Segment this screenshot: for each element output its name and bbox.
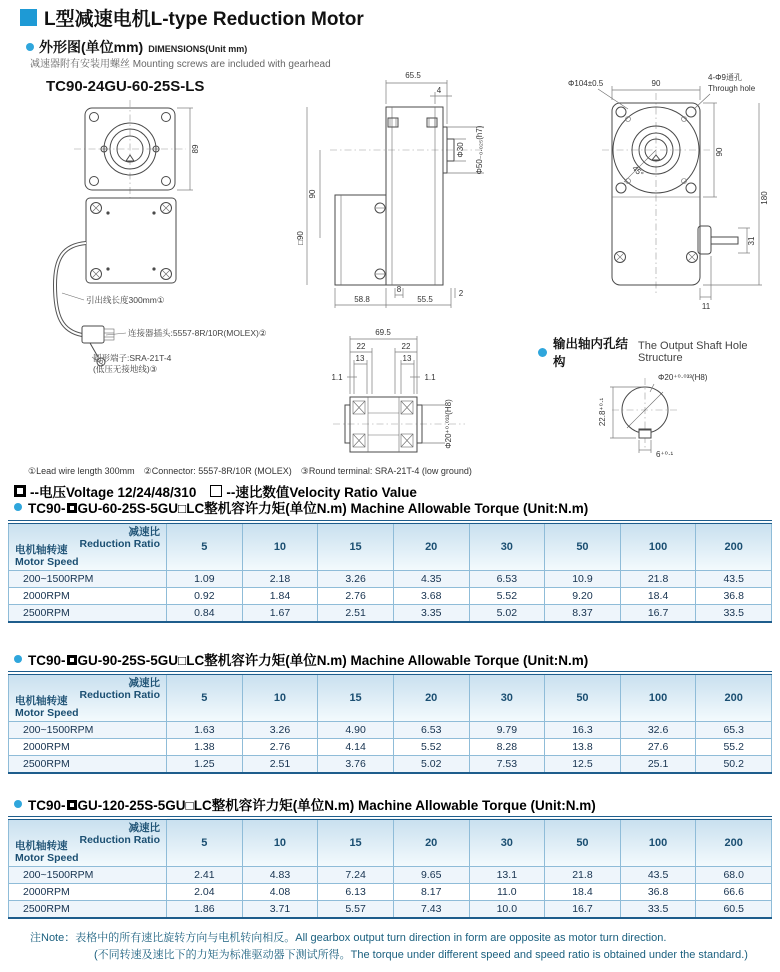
torque-value-cell: 2.51 [318, 605, 394, 622]
torque-value-cell: 1.84 [242, 588, 318, 605]
dim-label: 1.1 [331, 373, 343, 382]
torque-value-cell: 11.0 [469, 884, 545, 901]
torque-value-cell: 2.04 [167, 884, 243, 901]
torque-value-cell: 50.2 [696, 756, 772, 773]
torque-value-cell: 1.86 [167, 901, 243, 918]
ratio-column-header: 15 [318, 673, 394, 722]
ratio-column-header: 100 [620, 673, 696, 722]
ratio-column-header: 50 [545, 673, 621, 722]
table-row [9, 571, 772, 588]
ratio-column-header: 100 [620, 818, 696, 867]
voltage-square-icon [14, 485, 26, 497]
table-row [9, 901, 772, 918]
motor-speed-label: 2500RPM [9, 605, 167, 622]
torque-value-cell: 3.35 [393, 605, 469, 622]
section-bullet-icon [14, 503, 22, 511]
table-3-heading [14, 794, 596, 814]
torque-value-cell: 2.76 [242, 739, 318, 756]
shaft-section-drawing [325, 325, 475, 465]
dim-label: 90 [308, 189, 317, 199]
ratio-square-icon [210, 485, 222, 497]
torque-value-cell: 9.79 [469, 722, 545, 739]
torque-value-cell: 5.57 [318, 901, 394, 918]
torque-value-cell: 7.53 [469, 756, 545, 773]
dim-label: 45° [630, 163, 646, 179]
table-1-title: TC90- GU-60-25S-5GU□LC整机容许力矩(单位N.m) Machine Allowable Torque (Unit:N.m) [28, 501, 589, 516]
table-corner-cell [9, 673, 167, 722]
section-bullet-icon [26, 43, 34, 51]
model-square-icon [67, 800, 77, 810]
torque-value-cell: 6.53 [469, 571, 545, 588]
torque-value-cell: 8.17 [393, 884, 469, 901]
ratio-column-header: 50 [545, 522, 621, 571]
ratio-column-header: 20 [393, 522, 469, 571]
ratio-column-header: 5 [167, 673, 243, 722]
torque-value-cell: 27.6 [620, 739, 696, 756]
torque-value-cell: 1.67 [242, 605, 318, 622]
hole-structure-drawing [560, 358, 760, 463]
dim-label: 89 [191, 144, 200, 154]
torque-value-cell: 16.3 [545, 722, 621, 739]
torque-value-cell: 18.4 [620, 588, 696, 605]
table-row [9, 884, 772, 901]
corner-motor-speed: 电机轴转速 Motor Speed [15, 839, 79, 864]
dim-label: 31 [747, 236, 756, 246]
torque-value-cell: 43.5 [696, 571, 772, 588]
dim-label: Φ30 [456, 142, 465, 158]
motor-speed-label: 2000RPM [9, 588, 167, 605]
torque-value-cell: 10.9 [545, 571, 621, 588]
table-row [9, 605, 772, 622]
corner-reduction-ratio: 减速比 Reduction Ratio [79, 822, 160, 847]
drawing-footnote: ①Lead wire length 300mm ②Connector: 5557-8R/10R (MOLEX) ③Round terminal: SRA-21T-4 (low ground) [28, 466, 472, 476]
dim-label: 13 [355, 354, 365, 363]
page-title: L型减速电机L-type Reduction Motor [44, 9, 364, 30]
torque-value-cell: 4.90 [318, 722, 394, 739]
hole-structure-title-cn: 输出轴内孔结构 [553, 337, 629, 369]
table-3-title: TC90- GU-120-25S-5GU□LC整机容许力矩(单位N.m) Machine Allowable Torque (Unit:N.m) [28, 798, 596, 813]
corner-reduction-ratio: 减速比 Reduction Ratio [79, 526, 160, 551]
table-1-heading [14, 497, 588, 517]
torque-value-cell: 2.51 [242, 756, 318, 773]
table-corner-cell [9, 522, 167, 571]
ratio-column-header: 10 [242, 818, 318, 867]
table-row [9, 867, 772, 884]
torque-value-cell: 1.09 [167, 571, 243, 588]
bottom-note [30, 930, 748, 963]
torque-value-cell: 4.35 [393, 571, 469, 588]
table-row [9, 588, 772, 605]
dim-label: 8 [396, 285, 402, 294]
motor-speed-label: 2500RPM [9, 756, 167, 773]
motor-speed-label: 2000RPM [9, 884, 167, 901]
torque-value-cell: 7.43 [393, 901, 469, 918]
motor-speed-label: 200~1500RPM [9, 571, 167, 588]
note-line-1: 注Note：表格中的所有速比旋转方向与电机转向相反。All gearbox output turn direction in form are opposite as motor turn direction. [30, 932, 667, 944]
dim-label: 90 [651, 79, 661, 88]
model-number: TC90-24GU-60-25S-LS [46, 78, 205, 95]
torque-value-cell: 33.5 [696, 605, 772, 622]
corner-motor-speed: 电机轴转速 Motor Speed [15, 543, 79, 568]
motor-speed-label: 200~1500RPM [9, 867, 167, 884]
title-square-icon [20, 9, 37, 26]
ratio-column-header: 10 [242, 673, 318, 722]
torque-value-cell: 32.6 [620, 722, 696, 739]
torque-value-cell: 3.26 [318, 571, 394, 588]
table-2-heading [14, 649, 588, 669]
torque-value-cell: 13.1 [469, 867, 545, 884]
model-square-icon [67, 655, 77, 665]
torque-value-cell: 6.53 [393, 722, 469, 739]
dim-label: 65.5 [405, 71, 421, 80]
table-2-title: TC90- GU-90-25S-5GU□LC整机容许力矩(单位N.m) Machine Allowable Torque (Unit:N.m) [28, 653, 589, 668]
section-bullet-icon [14, 800, 22, 808]
section-title-cn: 外形图(单位mm) [39, 39, 144, 55]
torque-value-cell: 66.6 [696, 884, 772, 901]
ratio-column-header: 100 [620, 522, 696, 571]
torque-value-cell: 4.08 [242, 884, 318, 901]
dim-label: Φ50₋₀.₀₂₅(h7) [475, 125, 484, 175]
section-title-en: DIMENSIONS(Unit mm) [148, 44, 248, 54]
torque-value-cell: 4.14 [318, 739, 394, 756]
dim-label: 90 [715, 147, 724, 157]
section-subtitle: 减速器附有安装用螺丝 Mounting screws are included with gearhead [30, 59, 331, 70]
motor-speed-label: 200~1500RPM [9, 722, 167, 739]
torque-value-cell: 2.18 [242, 571, 318, 588]
dim-label: 58.8 [354, 295, 370, 304]
torque-value-cell: 5.02 [393, 756, 469, 773]
torque-value-cell: 2.76 [318, 588, 394, 605]
torque-table-1 [8, 520, 772, 623]
torque-value-cell: 36.8 [620, 884, 696, 901]
dim-label: Φ20⁺⁰·⁰³³(H8) [444, 399, 453, 449]
torque-value-cell: 60.5 [696, 901, 772, 918]
torque-value-cell: 21.8 [545, 867, 621, 884]
torque-value-cell: 25.1 [620, 756, 696, 773]
torque-value-cell: 43.5 [620, 867, 696, 884]
dim-label: 55.5 [417, 295, 433, 304]
dimensions-section-heading [26, 37, 247, 57]
dim-label: 2 [458, 289, 464, 298]
terminal-label-1: 圆形端子:SRA-21T-4 [93, 353, 172, 363]
side-view-drawing [296, 58, 490, 313]
table-corner-cell [9, 818, 167, 867]
dim-label: 22 [356, 342, 366, 351]
dim-label: 4-Φ9通孔 [708, 73, 742, 82]
dim-label: 13 [402, 354, 412, 363]
torque-value-cell: 1.38 [167, 739, 243, 756]
ratio-column-header: 10 [242, 522, 318, 571]
torque-value-cell: 9.65 [393, 867, 469, 884]
motor-speed-label: 2500RPM [9, 901, 167, 918]
dim-label: 4 [436, 86, 442, 95]
corner-motor-speed: 电机轴转速 Motor Speed [15, 694, 79, 719]
torque-table-2 [8, 671, 772, 774]
hole-structure-title-en: The Output Shaft Hole Structure [638, 340, 748, 364]
dim-label: Φ104±0.5 [568, 79, 604, 88]
torque-value-cell: 68.0 [696, 867, 772, 884]
legend-ratio: --速比数值Velocity Ratio Value [226, 485, 417, 500]
torque-value-cell: 0.92 [167, 588, 243, 605]
dim-label: 22 [401, 342, 411, 351]
torque-value-cell: 21.8 [620, 571, 696, 588]
torque-value-cell: 33.5 [620, 901, 696, 918]
torque-value-cell: 0.84 [167, 605, 243, 622]
torque-value-cell: 12.5 [545, 756, 621, 773]
terminal-label-2: (低压无接地线)③ [93, 364, 158, 374]
ratio-column-header: 20 [393, 818, 469, 867]
ratio-column-header: 5 [167, 522, 243, 571]
torque-value-cell: 3.76 [318, 756, 394, 773]
table-row [9, 756, 772, 773]
torque-value-cell: 8.37 [545, 605, 621, 622]
dim-label: 6⁺⁰·¹ [656, 450, 674, 459]
page-title-row [20, 4, 364, 31]
ratio-column-header: 30 [469, 673, 545, 722]
ratio-column-header: 200 [696, 673, 772, 722]
note-line-2: (不同转速及速比下的力矩为标准驱动器下测试所得。The torque under different speed and speed ratio is obtained under the standard.) [94, 948, 748, 961]
dim-label: 180 [760, 191, 769, 205]
ratio-column-header: 200 [696, 818, 772, 867]
front-view-drawing [40, 95, 310, 405]
torque-value-cell: 16.7 [620, 605, 696, 622]
dim-label: Through hole [708, 84, 756, 93]
table-row [9, 722, 772, 739]
torque-value-cell: 7.24 [318, 867, 394, 884]
ratio-column-header: 30 [469, 818, 545, 867]
torque-value-cell: 18.4 [545, 884, 621, 901]
torque-value-cell: 55.2 [696, 739, 772, 756]
dim-label: Φ20⁺⁰·⁰³³(H8) [658, 373, 708, 382]
torque-value-cell: 6.13 [318, 884, 394, 901]
torque-value-cell: 2.41 [167, 867, 243, 884]
torque-value-cell: 1.63 [167, 722, 243, 739]
dim-label: 22.8⁺⁰·¹ [598, 397, 607, 427]
torque-value-cell: 13.8 [545, 739, 621, 756]
ratio-column-header: 30 [469, 522, 545, 571]
section-bullet-icon [14, 655, 22, 663]
ratio-column-header: 15 [318, 522, 394, 571]
torque-value-cell: 5.02 [469, 605, 545, 622]
torque-value-cell: 8.28 [469, 739, 545, 756]
torque-value-cell: 10.0 [469, 901, 545, 918]
rear-view-drawing [540, 60, 780, 310]
model-square-icon [67, 503, 77, 513]
dim-label: 1.1 [424, 373, 436, 382]
torque-value-cell: 1.25 [167, 756, 243, 773]
ratio-column-header: 200 [696, 522, 772, 571]
torque-value-cell: 5.52 [469, 588, 545, 605]
connector-label: 连接器插头:5557-8R/10R(MOLEX)② [128, 328, 267, 338]
dim-label: 11 [701, 302, 711, 311]
dim-label: □90 [296, 231, 305, 245]
torque-value-cell: 3.71 [242, 901, 318, 918]
torque-value-cell: 5.52 [393, 739, 469, 756]
ratio-column-header: 20 [393, 673, 469, 722]
ratio-column-header: 5 [167, 818, 243, 867]
torque-table-3 [8, 816, 772, 919]
torque-value-cell: 3.26 [242, 722, 318, 739]
dim-label: 69.5 [375, 328, 391, 337]
torque-value-cell: 65.3 [696, 722, 772, 739]
ratio-column-header: 15 [318, 818, 394, 867]
lead-wire-label: 引出线长度300mm① [86, 295, 165, 305]
legend-voltage: --电压Voltage 12/24/48/310 [30, 485, 197, 500]
ratio-column-header: 50 [545, 818, 621, 867]
motor-speed-label: 2000RPM [9, 739, 167, 756]
section-bullet-icon [538, 348, 547, 357]
torque-value-cell: 4.83 [242, 867, 318, 884]
torque-value-cell: 9.20 [545, 588, 621, 605]
torque-value-cell: 3.68 [393, 588, 469, 605]
corner-reduction-ratio: 减速比 Reduction Ratio [79, 677, 160, 702]
torque-value-cell: 36.8 [696, 588, 772, 605]
torque-value-cell: 16.7 [545, 901, 621, 918]
table-row [9, 739, 772, 756]
